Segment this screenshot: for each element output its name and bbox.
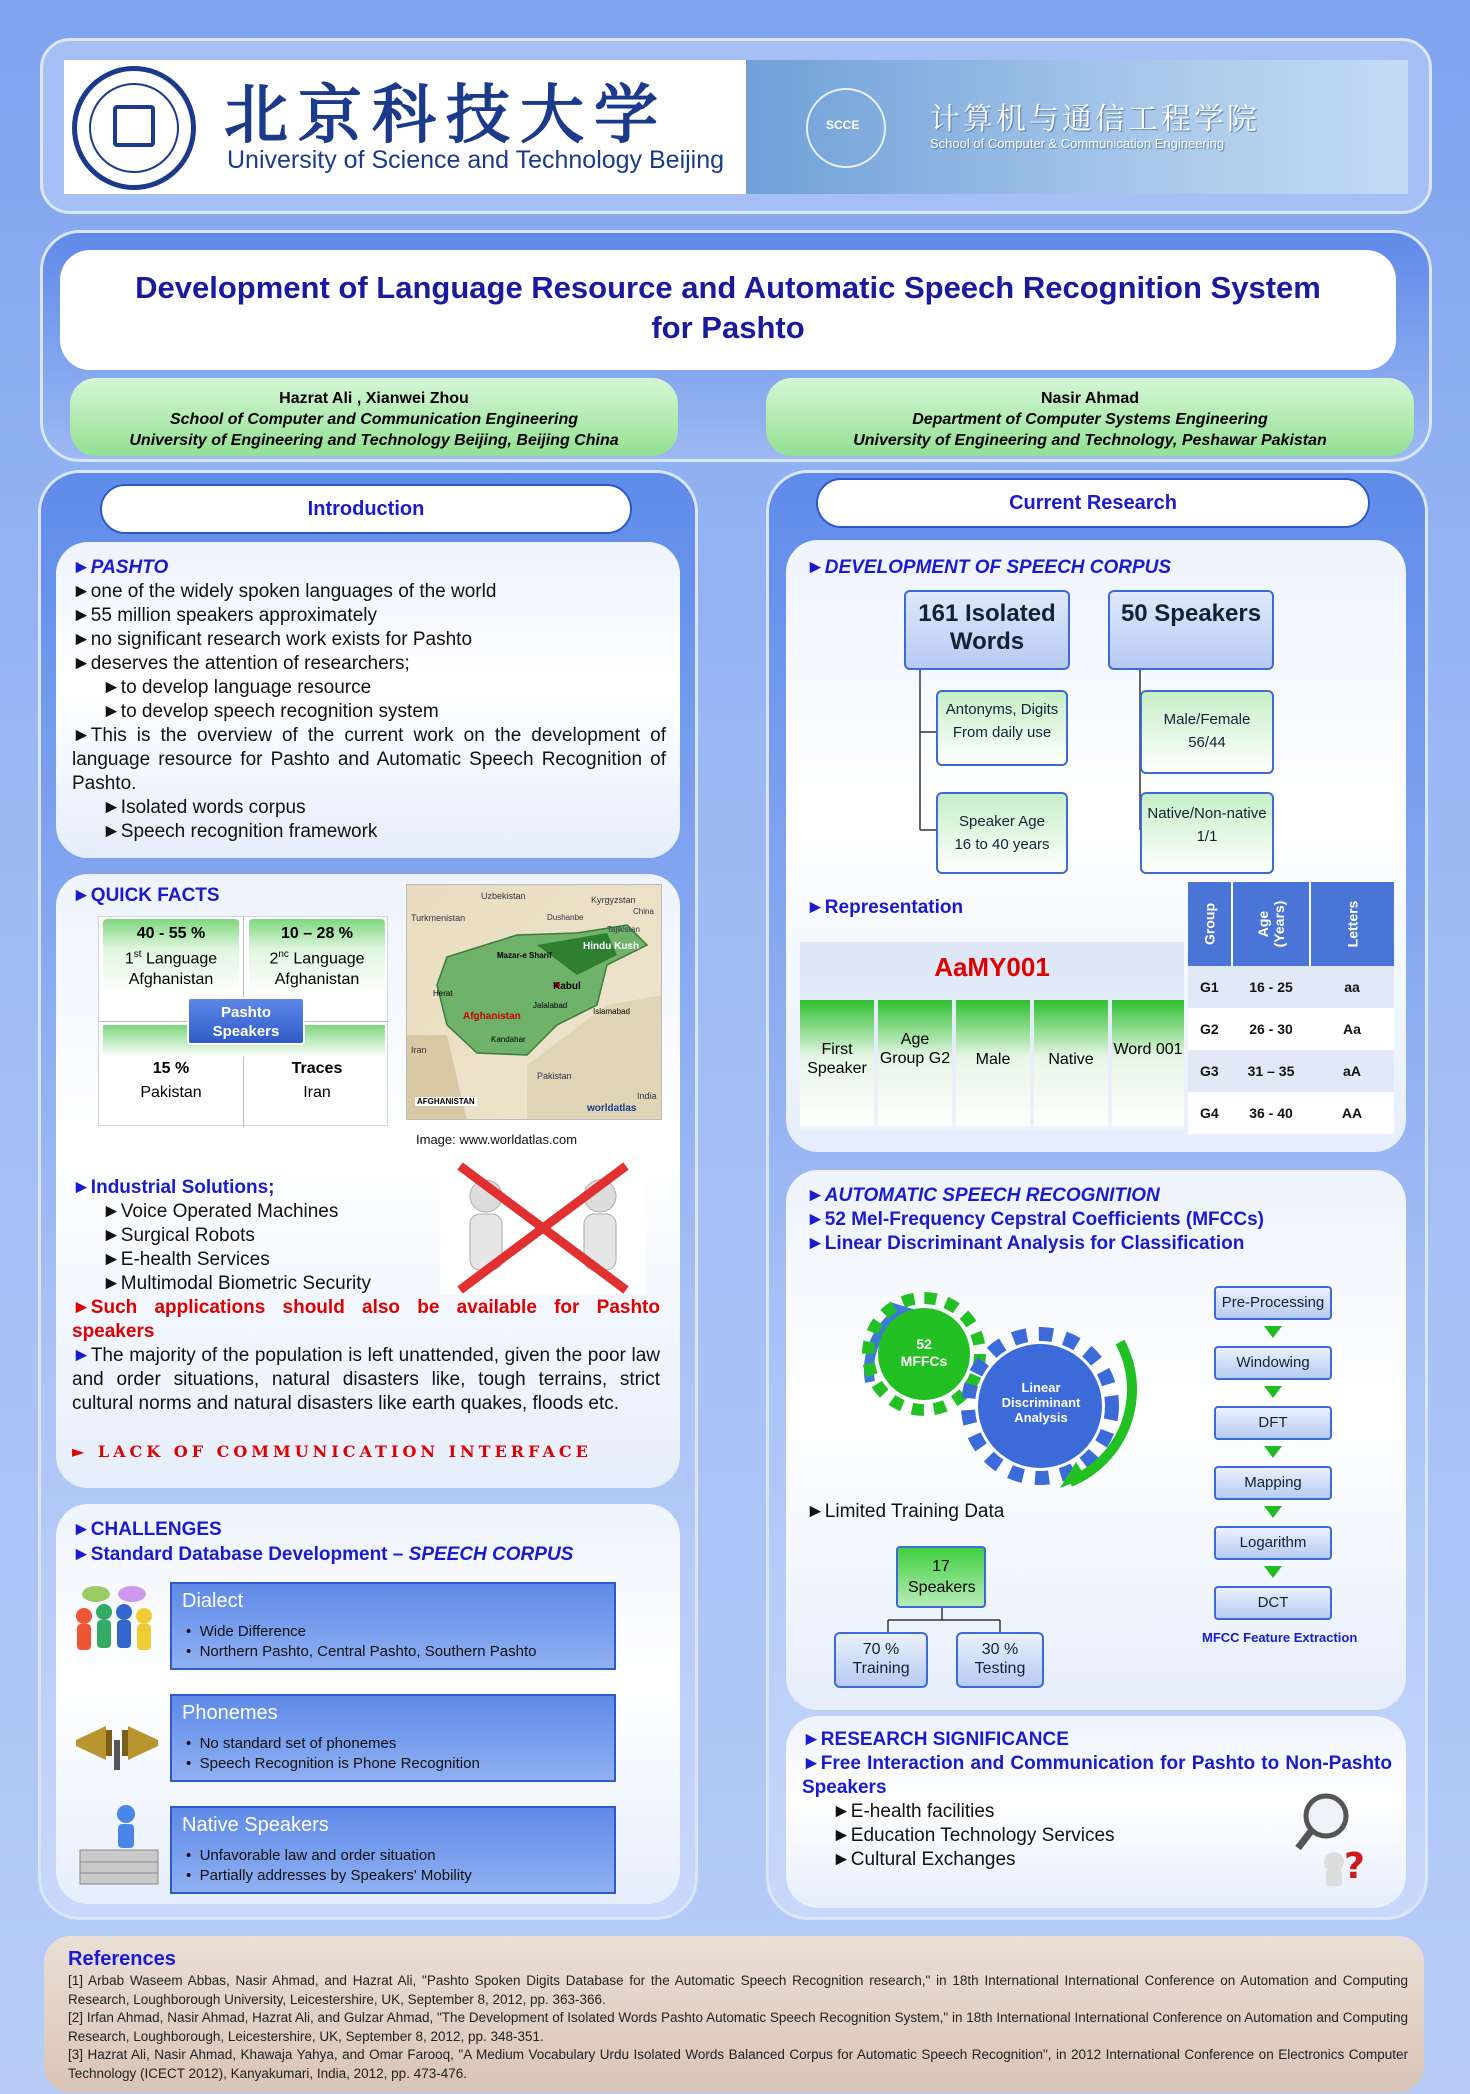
training-split-lines bbox=[876, 1608, 1016, 1634]
significance-heading: ►RESEARCH SIGNIFICANCE bbox=[802, 1729, 1069, 1750]
words-detail-box: Antonyms, Digits From daily use bbox=[936, 690, 1068, 766]
significance-list: ►E-health facilities ►Education Technology Services ►Cultural Exchanges bbox=[832, 1801, 1115, 1870]
table-row: G3 31 – 35 aA bbox=[1188, 1050, 1394, 1092]
rep-cell: Male bbox=[956, 1000, 1030, 1126]
references-heading: References bbox=[68, 1948, 176, 1970]
table-header: Letters bbox=[1310, 882, 1394, 966]
title-box bbox=[60, 250, 1396, 370]
school-banner bbox=[746, 60, 1408, 194]
native-ratio-box: Native/Non-native 1/1 bbox=[1140, 792, 1274, 874]
rep-cell: Age Group G2 bbox=[878, 1000, 952, 1126]
training-box: 70 % Training bbox=[834, 1632, 928, 1688]
speakers-box: 50 Speakers bbox=[1108, 590, 1274, 670]
introduction-heading: Introduction bbox=[100, 484, 632, 534]
quick-facts-diagram bbox=[98, 916, 388, 1126]
speakers-17-box: 17 Speakers bbox=[896, 1546, 986, 1608]
references-panel bbox=[44, 1936, 1424, 2092]
table-row: G4 36 - 40 AA bbox=[1188, 1092, 1394, 1134]
author-box-1 bbox=[70, 378, 678, 456]
university-en-name: University of Science and Technology Beijing bbox=[227, 146, 725, 174]
author-dept: School of Computer and Communication Engineering bbox=[169, 411, 578, 428]
school-en-name: School of Computer & Communication Engineering bbox=[930, 136, 1225, 151]
flow-step: Mapping bbox=[1214, 1466, 1332, 1500]
school-cn-name: 计算机与通信工程学院 bbox=[930, 103, 1260, 136]
asr-heading-2: ►52 Mel-Frequency Cepstral Coefficients (MFCCs) bbox=[806, 1209, 1265, 1230]
flow-step: Pre-Processing bbox=[1214, 1286, 1332, 1320]
table-row: G2 26 - 30 Aa bbox=[1188, 1008, 1394, 1050]
rep-cell: First Speaker bbox=[800, 1000, 874, 1126]
age-group-table bbox=[1188, 882, 1394, 1136]
author-univ: University of Engineering and Technology Beijing, Beijing China bbox=[129, 432, 619, 449]
current-research-heading: Current Research bbox=[816, 478, 1370, 528]
down-arrow-icon bbox=[1264, 1566, 1282, 1578]
population-note: ►The majority of the population is left unattended, given the poor law and order situations, natural disasters like, tough terrains, strict cultural norms and natural disasters like earth quakes, floods etc. bbox=[72, 1345, 660, 1414]
quick-facts-heading: ►QUICK FACTS bbox=[72, 885, 220, 906]
mfcc-caption: MFCC Feature Extraction bbox=[1202, 1630, 1358, 1645]
asr-heading-3: ►Linear Discriminant Analysis for Classification bbox=[806, 1233, 1245, 1254]
school-logo: SCCE bbox=[806, 88, 886, 168]
representation-heading: ►Representation bbox=[806, 897, 964, 918]
down-arrow-icon bbox=[1264, 1506, 1282, 1518]
introduction-text: ►PASHTO ►one of the widely spoken languages of the world ►55 million speakers approximately ►no significant research work exists for Pashto ►deserves the attention of researchers; ►to develop language resource ►to develop speech recognition system ►This is the overview of the current work on the development of language resource for Pashto and Automatic Speech Recognition of Pashto. ►Isolated words corpus ►Speech recognition framework bbox=[72, 557, 666, 842]
fact-iran: Traces Iran bbox=[291, 1060, 343, 1101]
references-list: [1] Arbab Waseem Abbas, Nasir Ahmad, and Hazrat Ali, "Pashto Spoken Digits Database for the Automatic Speech Recognition research," in 18th International International Conference on Automation and Computing Research, Loughborough University, Leicestershire, UK, September 8, 2012, pp. 363-366. [2] Irfan Ahmad, Nasir Ahmad, Hazrat Ali, and Gulzar Ahmad, "The Development of Isolated Words Pashto Automatic Speech Recognition System," in 18th International International Conference on Automation and Computing Research, Loughborough, Leicestershire, UK, September 8, 2012, pp. 348-351. [3] Hazrat Ali, Nasir Ahmad, Khawaja Yahya, and Omar Farooq, "A Medium Vocabulary Urdu Isolated Words Balanced Corpus for Automatic Speech Recognition", in 2012 International Conference on Electronics Computer Technology (ICECT 2012), Kanyakumari, India, 2012, pp. 473-476. bbox=[68, 1973, 1408, 2081]
dialect-box: Dialect • Wide Difference • Northern Pashto, Central Pashto, Southern Pashto bbox=[170, 1582, 616, 1670]
author-dept: Department of Computer Systems Engineering bbox=[912, 411, 1268, 428]
university-cn-name: 北京科技大学 bbox=[224, 78, 668, 153]
rep-cell: Native bbox=[1034, 1000, 1108, 1126]
asr-heading-1: ►AUTOMATIC SPEECH RECOGNITION bbox=[806, 1185, 1160, 1206]
flow-step: Windowing bbox=[1214, 1346, 1332, 1380]
significance-subheading: ►Free Interaction and Communication for Pashto to Non-Pashto Speakers bbox=[802, 1753, 1392, 1798]
mfcc-gear-label: 52 MFFCs bbox=[900, 1336, 948, 1369]
dialect-icon bbox=[66, 1584, 168, 1668]
author-box-2 bbox=[766, 378, 1414, 456]
phonemes-box: Phonemes • No standard set of phonemes • Speech Recognition is Phone Recognition bbox=[170, 1694, 616, 1782]
flow-step: Logarithm bbox=[1214, 1526, 1332, 1560]
afghanistan-map: Uzbekistan Kyrgyzstan Turkmenistan Dushanbe Tajikistan China Mazar-e Sharif Hindu Kush Kabul Herat Afghanistan Jalalabad Islamabad Kandahar Iran Pakistan India AFGHANISTAN worldatlas bbox=[406, 884, 662, 1120]
flow-step: DCT bbox=[1214, 1586, 1332, 1620]
author-name: Hazrat Ali , Xianwei Zhou bbox=[279, 390, 469, 407]
phonemes-icon bbox=[66, 1700, 168, 1774]
fact-pakistan: 15 % Pakistan bbox=[140, 1060, 202, 1101]
author-name: Nasir Ahmad bbox=[1040, 390, 1140, 407]
lda-gear-label: Linear Discriminant Analysis bbox=[1001, 1380, 1081, 1425]
rep-cell: Word 001 bbox=[1112, 1000, 1184, 1126]
map-caption: Image: www.worldatlas.com bbox=[416, 1132, 578, 1147]
representation-diagram bbox=[800, 942, 1184, 1130]
industrial-heading: ►Industrial Solutions; bbox=[72, 1177, 275, 1198]
poster-title-line2: for Pashto bbox=[651, 310, 805, 345]
native-speakers-icon bbox=[66, 1800, 168, 1890]
speaker-code: AaMY001 bbox=[934, 952, 1050, 982]
speaker-age-box: Speaker Age 16 to 40 years bbox=[936, 792, 1068, 874]
down-arrow-icon bbox=[1264, 1326, 1282, 1338]
pashto-speakers-center: Pashto Speakers bbox=[187, 997, 305, 1045]
standard-database-heading: ►Standard Database Development – SPEECH CORPUS bbox=[72, 1544, 574, 1565]
speech-corpus-heading: ►DEVELOPMENT OF SPEECH CORPUS bbox=[806, 557, 1172, 578]
challenges-heading: ►CHALLENGES bbox=[72, 1519, 222, 1540]
fact-second-language: 10 – 28 % $2^{nc}$ Language Afghanistan bbox=[249, 919, 385, 995]
university-banner bbox=[64, 60, 746, 194]
fact-first-language: 40 - 55 % 1st Language Afghanistan bbox=[103, 919, 239, 995]
university-seal bbox=[72, 66, 196, 190]
no-communication-illustration bbox=[440, 1162, 646, 1294]
author-univ: University of Engineering and Technology, Peshawar Pakistan bbox=[853, 432, 1327, 449]
svg-text:?: ? bbox=[1344, 1846, 1365, 1886]
lack-of-interface: ► LACK OF COMMUNICATION INTERFACE bbox=[72, 1442, 592, 1461]
poster-title-line1: Development of Language Resource and Automatic Speech Recognition System bbox=[135, 270, 1321, 305]
table-header: Group bbox=[1201, 903, 1218, 945]
testing-box: 30 % Testing bbox=[956, 1632, 1044, 1688]
isolated-words-box: 161 Isolated Words bbox=[904, 590, 1070, 670]
table-row: G1 16 - 25 aa bbox=[1188, 966, 1394, 1008]
table-header: Age (Years) bbox=[1232, 882, 1310, 966]
applications-note: ►Such applications should also be available for Pashto speakers bbox=[72, 1297, 660, 1342]
flow-step: DFT bbox=[1214, 1406, 1332, 1440]
down-arrow-icon bbox=[1264, 1386, 1282, 1398]
magnifier-icon bbox=[1290, 1786, 1370, 1886]
gender-ratio-box: Male/Female 56/44 bbox=[1140, 690, 1274, 774]
limited-training-data: ►Limited Training Data bbox=[806, 1501, 1005, 1522]
industrial-list: ►Voice Operated Machines ►Surgical Robots ►E-health Services ►Multimodal Biometric Security bbox=[102, 1201, 372, 1294]
down-arrow-icon bbox=[1264, 1446, 1282, 1458]
native-speakers-box: Native Speakers • Unfavorable law and order situation • Partially addresses by Speakers' Mobility bbox=[170, 1806, 616, 1894]
